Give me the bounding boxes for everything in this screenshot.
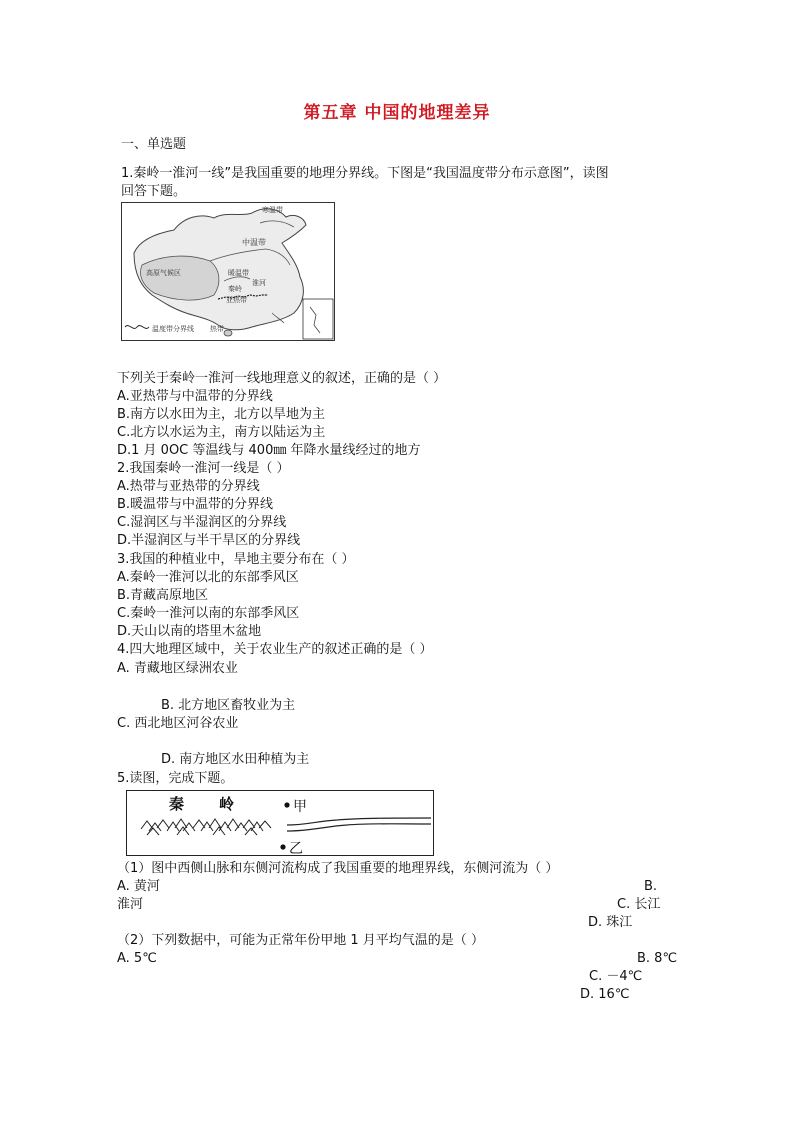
q2-option-d: D.半湿润区与半干旱区的分界线 <box>117 533 301 548</box>
label-cold-temperate: 寒温带 <box>262 206 283 214</box>
q3-option-b: B.青藏高原地区 <box>117 588 209 603</box>
q2-option-c: C.湿润区与半湿润区的分界线 <box>117 515 287 530</box>
qinling-huaihe-figure <box>126 790 434 856</box>
q2-option-b: B.暖温带与中温带的分界线 <box>117 497 274 512</box>
label-jia: 甲 <box>293 799 307 815</box>
q5-sub2-option-d: D. 16℃ <box>580 987 630 1002</box>
label-zone-boundary: 温度带分界线 <box>152 325 194 333</box>
label-yi: 乙 <box>289 841 303 855</box>
q4-option-a: A. 青藏地区绿洲农业 <box>117 661 238 676</box>
q5-sub1-option-a: A. 黄河 <box>117 879 160 894</box>
q2-stem: 2.我国秦岭一淮河一线是（ ） <box>117 461 290 476</box>
q1-question: 下列关于秦岭一淮河一线地理意义的叙述，正确的是（ ） <box>117 371 447 386</box>
q4-stem: 4.四大地理区域中，关于农业生产的叙述正确的是（ ） <box>117 642 433 657</box>
label-subtropical: 亚热带 <box>226 296 247 304</box>
q3-option-d: D.天山以南的塔里木盆地 <box>117 624 262 639</box>
label-qin: 秦 <box>169 795 185 813</box>
temperature-zone-map <box>121 202 335 341</box>
q1-option-c: C.北方以水运为主，南方以陆运为主 <box>117 425 326 440</box>
label-tropical: 热带 <box>210 325 224 333</box>
q1-option-d: D.1 月 0OC 等温线与 400㎜ 年降水量线经过的地方 <box>117 443 421 458</box>
q3-option-a: A.秦岭一淮河以北的东部季风区 <box>117 570 299 585</box>
q5-stem: 5.读图，完成下题。 <box>117 771 234 786</box>
china-map-figure <box>122 203 334 340</box>
label-mid-temperate: 中温带 <box>242 238 266 247</box>
q5-sub1-option-c: C. 长江 <box>617 897 661 912</box>
q5-sub1-option-d: D. 珠江 <box>588 915 633 930</box>
q1-stem-line2: 回答下题。 <box>121 184 187 199</box>
q5-sub2-option-a: A. 5℃ <box>117 951 157 966</box>
q3-stem: 3.我国的种植业中，旱地主要分布在（ ） <box>117 552 355 567</box>
q5-sub2-option-c: C. －4℃ <box>589 969 643 984</box>
label-warm-temperate: 暖温带 <box>228 269 249 277</box>
q1-option-a: A.亚热带与中温带的分界线 <box>117 389 273 404</box>
label-huaihe: 淮河 <box>252 279 266 287</box>
q5-sub1-option-b: B. <box>644 879 658 894</box>
q3-option-c: C.秦岭一淮河以南的东部季风区 <box>117 606 300 621</box>
label-ling: 岭 <box>219 795 235 813</box>
q1-option-b: B.南方以水田为主，北方以旱地为主 <box>117 407 326 422</box>
q5-sub1-option-b-text: 淮河 <box>117 897 144 912</box>
label-qinling: 秦岭 <box>228 285 242 293</box>
q2-option-a: A.热带与亚热带的分界线 <box>117 479 260 494</box>
q1-stem-line1: 1.秦岭一淮河一线”是我国重要的地理分界线。下图是“我国温度带分布示意图”，读图 <box>121 166 609 181</box>
q4-option-c: C. 西北地区河谷农业 <box>117 716 239 731</box>
q5-sub2-stem: （2）下列数据中，可能为正常年份甲地 1 月平均气温的是（ ） <box>117 933 484 948</box>
q5-sub1-stem: （1）图中西侧山脉和东侧河流构成了我国重要的地理界线，东侧河流为（ ） <box>117 861 559 876</box>
page-title: 第五章 中国的地理差异 <box>303 103 491 123</box>
section-heading: 一、单选题 <box>121 137 187 152</box>
q5-sub2-option-b: B. 8℃ <box>637 951 678 966</box>
label-plateau-zone: 高原气候区 <box>146 269 181 277</box>
qinling-sketch <box>127 791 433 855</box>
q4-option-d: D. 南方地区水田种植为主 <box>161 752 310 767</box>
q4-option-b: B. 北方地区畜牧业为主 <box>161 698 296 713</box>
